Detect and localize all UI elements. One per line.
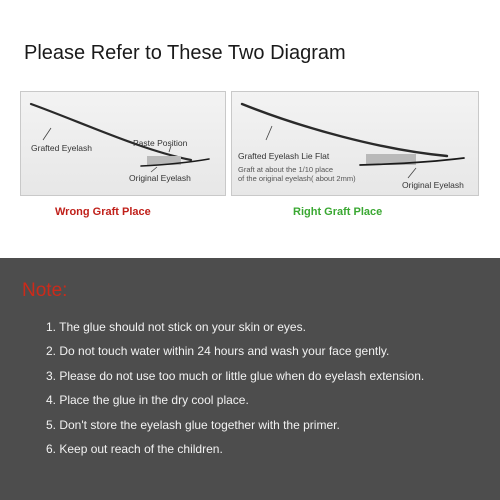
wrong-graft-diagram — [20, 91, 226, 196]
note-item: 4. Place the glue in the dry cool place. — [46, 393, 249, 408]
note-item: 2. Do not touch water within 24 hours and wash your face gently. — [46, 344, 390, 359]
note-title: Note: — [22, 280, 68, 301]
original-eyelash-label: Original Eyelash — [402, 180, 464, 190]
note-section — [0, 258, 500, 500]
original-eyelash-label: Original Eyelash — [129, 173, 191, 183]
right-graft-diagram — [231, 91, 479, 196]
graft-position-note-line2: of the original eyelash( about 2mm) — [238, 174, 356, 183]
paste-position-label: Paste Position — [133, 138, 188, 148]
note-item: 6. Keep out reach of the children. — [46, 441, 223, 456]
note-item: 5. Don't store the eyelash glue together with the primer. — [46, 417, 340, 432]
right-graft-caption: Right Graft Place — [293, 206, 383, 218]
grafted-eyelash-lie-flat-label: Grafted Eyelash Lie Flat — [238, 151, 330, 161]
graft-position-note-line1: Graft at about the 1/10 place — [238, 165, 334, 174]
note-list — [46, 320, 424, 466]
grafted-eyelash-label: Grafted Eyelash — [31, 143, 92, 153]
note-item: 3. Please do not use too much or little glue when do eyelash extension. — [46, 368, 425, 383]
wrong-graft-caption: Wrong Graft Place — [55, 206, 151, 218]
page-title: Please Refer to These Two Diagram — [24, 42, 346, 64]
note-item: 1. The glue should not stick on your skin or eyes. — [46, 320, 306, 334]
